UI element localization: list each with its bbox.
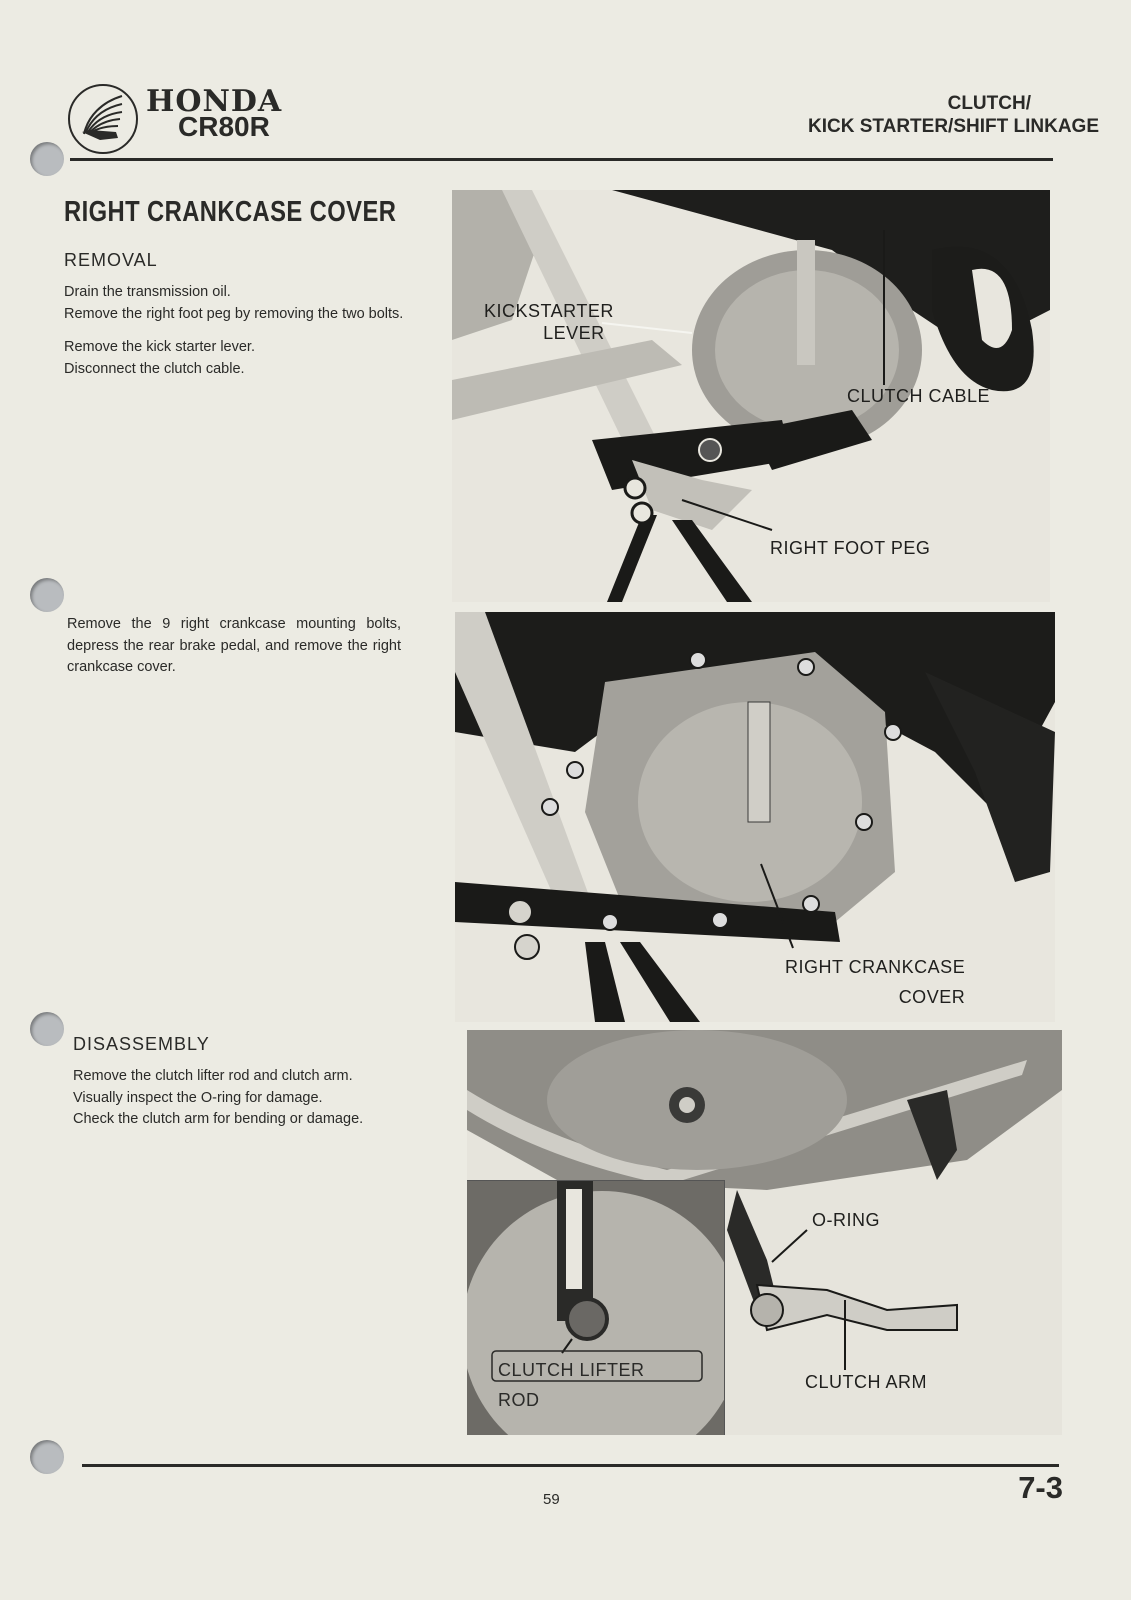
chapter-page-number: 7-3 [1018, 1470, 1063, 1505]
page-title: RIGHT CRANKCASE COVER [64, 196, 397, 228]
label-clutch-lifter-rod [498, 1355, 645, 1415]
binder-hole [30, 578, 64, 612]
photo-kickstarter-clutch-footpeg [452, 190, 1050, 602]
label-kickstarter-line2: LEVER [543, 323, 605, 343]
removal-heading: REMOVAL [64, 250, 158, 270]
label-kickstarter-line1: KICKSTARTER [484, 301, 614, 321]
header-divider [70, 158, 1053, 161]
step-check-arm: Check the clutch arm for bending or damage. [73, 1111, 364, 1127]
section-header-line1: CLUTCH/ [947, 93, 1031, 114]
honda-wing-icon [68, 84, 138, 154]
removal-step-cover: Remove the 9 right crankcase mounting bolts, depress the rear brake pedal, and remove the right crankcase cover. [67, 616, 401, 675]
step-remove-kick-lever: Remove the kick starter lever. [64, 339, 255, 355]
label-kickstarter-lever [484, 300, 614, 344]
section-header-line2: KICK STARTER/SHIFT LINKAGE [808, 116, 1099, 137]
label-clutch-cable: CLUTCH CABLE [847, 386, 991, 406]
label-cover-line1: RIGHT CRANKCASE [785, 957, 966, 977]
step-remove-foot-peg: Remove the right foot peg by removing the two bolts. [64, 305, 404, 322]
label-o-ring: O-RING [812, 1210, 880, 1230]
brand-name: HONDA [146, 84, 283, 119]
section-header [808, 92, 1099, 138]
disassembly-heading: DISASSEMBLY [73, 1034, 210, 1054]
binder-hole [30, 142, 64, 176]
label-lifter-line2: ROD [498, 1390, 540, 1410]
page-number: 59 [543, 1491, 560, 1508]
step-disconnect-cable: Disconnect the clutch cable. [64, 360, 245, 377]
label-cover-line2: COVER [898, 987, 966, 1007]
photo-clutch-arm-oring [467, 1030, 1062, 1435]
disassembly-steps [73, 1066, 433, 1131]
label-lifter-line1: CLUTCH LIFTER [498, 1360, 645, 1380]
binder-hole [30, 1440, 64, 1474]
photo-right-crankcase-cover [455, 612, 1055, 1022]
step-drain-oil: Drain the transmission oil. [64, 284, 231, 300]
binder-hole [30, 1012, 64, 1046]
model-name: CR80R [178, 111, 270, 142]
label-right-crankcase-cover [785, 952, 965, 1012]
footer-divider [82, 1464, 1059, 1467]
label-clutch-arm: CLUTCH ARM [805, 1372, 928, 1392]
step-remove-lifter: Remove the clutch lifter rod and clutch arm. [73, 1068, 353, 1084]
removal-steps [64, 282, 404, 392]
step-inspect-oring: Visually inspect the O-ring for damage. [73, 1089, 323, 1106]
inset-photo-clutch-lifter-rod [467, 1180, 725, 1435]
label-right-foot-peg: RIGHT FOOT PEG [770, 538, 931, 558]
